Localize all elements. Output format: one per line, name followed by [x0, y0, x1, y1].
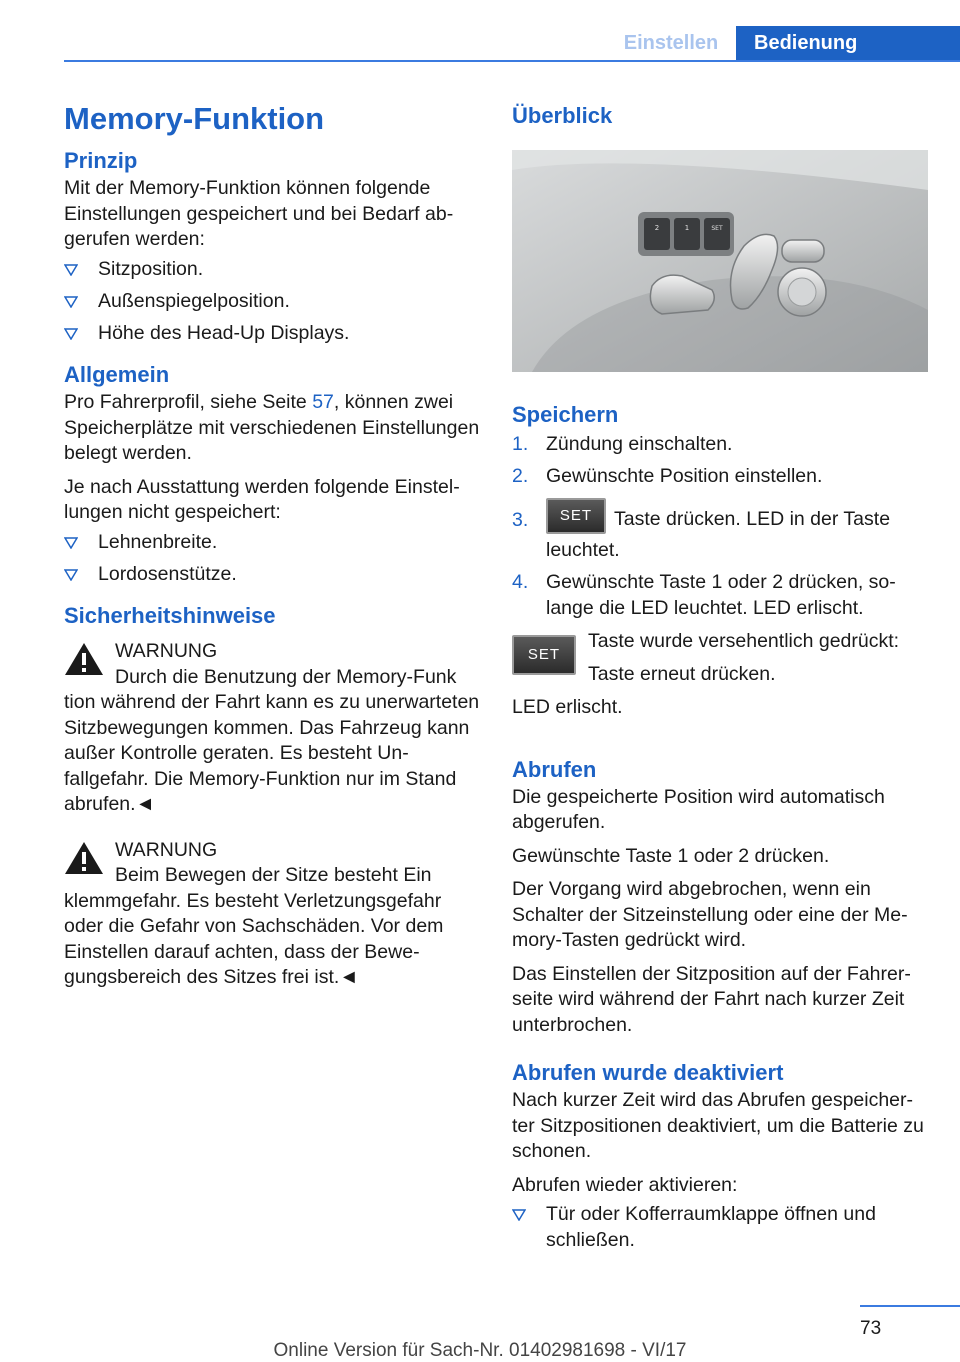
- prinzip-list: [64, 257, 480, 347]
- warning-text-first: Beim Bewegen der Sitze besteht Ein: [115, 864, 432, 886]
- heading-abrufen-deaktiviert: Abrufen wurde deaktiviert: [512, 1060, 784, 1085]
- list-item: Tür oder Kofferraumklappe öffnen und schließen.: [512, 1202, 928, 1253]
- warning-icon: [64, 641, 104, 677]
- list-item: Sitzposition.: [64, 257, 480, 283]
- triangle-bullet-icon: [64, 328, 78, 340]
- footer-rule: [860, 1305, 960, 1307]
- heading-allgemein: Allgemein: [64, 362, 170, 387]
- abrufen-text-1: Die gespeicherte Position wird automatisch abgerufen.: [512, 785, 885, 833]
- triangle-bullet-icon: [64, 569, 78, 581]
- prinzip-text: Mit der Memory-Funktion können folgende Einstellungen gespeichert und bei Bedarf abgerufen werden:: [64, 177, 454, 250]
- right-column: [512, 96, 928, 1260]
- warning-text: klemmgefahr. Es besteht Verletzungsgefahr oder die Gefahr von Sachschäden. Vor dem Einstellen darauf achten, dass der Bewegungsbereich des Sitzes frei ist.◄: [64, 889, 444, 988]
- list-item: 4. Gewünschte Taste 1 oder 2 drücken, solange die LED leuchtet. LED erlischt.: [512, 571, 896, 619]
- warning-icon: [64, 840, 104, 876]
- triangle-bullet-icon: [64, 537, 78, 549]
- abrufen-text-2: Gewünschte Taste 1 oder 2 drücken.: [512, 844, 830, 867]
- abrufen-text-4: Das Einstellen der Sitzposition auf der Fahrerseite wird während der Fahrt nach kurzer Zeit unterbrochen.: [512, 962, 911, 1036]
- list-item: Lehnenbreite.: [64, 530, 480, 556]
- page-link[interactable]: 57: [312, 391, 334, 413]
- deaktiviert-text-1: Nach kurzer Zeit wird das Abrufen gespeicherter Sitzpositionen deaktiviert, um die Batterie zu schonen.: [512, 1089, 924, 1162]
- abrufen-text-3: Der Vorgang wird abgebrochen, wenn ein Schalter der Sitzeinstellung oder eine der Memory-Tasten gedrückt wird.: [512, 878, 908, 951]
- speichern-steps: [512, 432, 928, 621]
- footer-online-version: Online Version für Sach-Nr. 01402981698 - VI/17: [273, 1340, 687, 1361]
- list-item: 2. Gewünschte Position einstellen.: [512, 465, 823, 487]
- list-item: 3. SET Taste drücken. LED in der Taste leuchtet.: [512, 496, 928, 564]
- list-item: Lordosenstütze.: [64, 562, 480, 588]
- warning-label: WARNUNG: [115, 838, 218, 861]
- set-button-icon: SET: [512, 635, 576, 675]
- memory-button-set-label: SET: [711, 225, 723, 232]
- left-column: [64, 96, 480, 991]
- set-button-icon: SET: [546, 498, 606, 534]
- seat-control-photo: [512, 150, 928, 372]
- allgemein-text: Pro Fahrerprofil, siehe Seite 57, können zwei Speicherplätze mit verschiedenen Einstellungen belegt werden.: [64, 391, 480, 464]
- memory-button-2-label: 2: [654, 224, 660, 232]
- heading-prinzip: Prinzip: [64, 148, 138, 173]
- warning-block-1: [64, 639, 480, 818]
- memory-button-1-label: 1: [684, 224, 690, 232]
- hint-block: [512, 629, 928, 687]
- heading-speichern: Speichern: [512, 402, 619, 427]
- seat-control-illustration: [512, 150, 928, 372]
- warning-text: tion während der Fahrt kann es zu unerwarteten Sitzbewegungen kommen. Das Fahrzeug kann außer Kontrolle geraten. Es besteht Unfallgefahr. Die Memory-Funktion nur im Stand abrufen.◄: [64, 691, 480, 815]
- warning-block-2: [64, 838, 480, 991]
- list-item: 1. Zündung einschalten.: [512, 433, 733, 455]
- page-number: 73: [860, 1318, 882, 1339]
- heading-ueberblick: Überblick: [512, 103, 613, 128]
- heading-abrufen: Abrufen: [512, 756, 597, 782]
- triangle-bullet-icon: [64, 264, 78, 276]
- deaktiviert-text-2: Abrufen wieder aktivieren:: [512, 1173, 738, 1196]
- list-item: Außenspiegelposition.: [64, 289, 480, 315]
- header-tab-bedienung[interactable]: Bedienung: [736, 26, 960, 62]
- deaktiviert-list: [512, 1202, 928, 1253]
- header-rule: [64, 60, 960, 62]
- allgemein-text-2: Je nach Ausstattung werden folgende Einstellungen nicht gespeichert:: [64, 475, 460, 523]
- list-item: Höhe des Head-Up Displays.: [64, 321, 480, 347]
- allgemein-list: [64, 530, 480, 588]
- hint-text-after: LED erlischt.: [512, 696, 623, 718]
- heading-sicherheitshinweise: Sicherheitshinweise: [64, 603, 276, 628]
- warning-text-first: Durch die Benutzung der Memory-Funk: [115, 665, 457, 688]
- triangle-bullet-icon: [512, 1209, 526, 1221]
- triangle-bullet-icon: [64, 296, 78, 308]
- header-tab-einstellen[interactable]: Einstellen: [623, 32, 719, 54]
- warning-label: WARNUNG: [115, 640, 218, 662]
- hint-text: Taste wurde versehentlich gedrückt: Taste erneut drücken.: [588, 630, 900, 685]
- page-title: Memory-Funktion: [64, 101, 325, 136]
